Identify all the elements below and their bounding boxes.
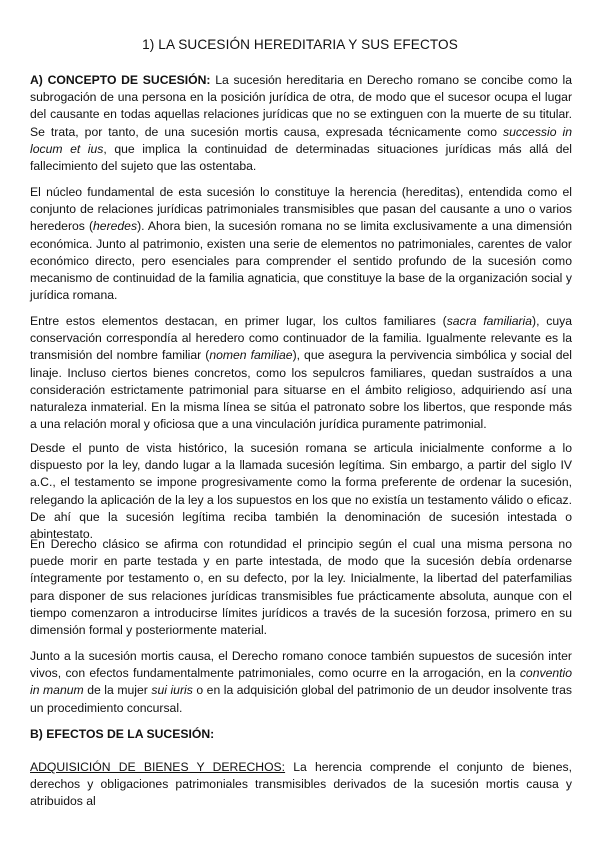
text-run: , que implica la continuidad de determinadas situaciones jurídicas más allá del fallecimiento del sujeto que las ostentaba. xyxy=(30,141,572,174)
text-run: El núcleo fundamental de esta sucesión lo constituye la herencia (hereditas), entendida como el conjunto de relaciones jurídicas patrimoniales transmisibles que pasan del causante a uno o varios herederos ( xyxy=(30,185,572,234)
page-title: 1) LA SUCESIÓN HEREDITARIA Y SUS EFECTOS xyxy=(142,37,458,52)
paragraph-historico: Desde el punto de vista histórico, la sucesión romana se articula inicialmente conforme a lo dispuesto por la ley, dando lugar a la llamada sucesión legítima. Sin embargo, a partir del siglo IV a.C., el testamento se impone progresivamente como la forma preferente de ordenar la sucesión, relegando la aplicación de la ley a los supuestos en los que no existía un testamento válido o eficaz. De ahí que la sucesión legítima reciba también la denominación de sucesión intestada o abintestato. xyxy=(30,441,572,542)
text-run: La herencia comprende el conjunto de bienes, derechos y obligaciones patrimoniales transmisibles derivados de la sucesión mortis causa y atribuidos al xyxy=(30,760,573,809)
section-a-heading: A) CONCEPTO DE SUCESIÓN: xyxy=(30,73,211,87)
latin-term: sacra familiaria xyxy=(446,314,533,328)
text-run: o en la adquisición global del patrimonio de un deudor insolvente tras un procedimiento concursal. xyxy=(30,683,573,715)
text-run: Entre estos elementos destacan, en primer lugar, los cultos familiares ( xyxy=(30,314,447,328)
text-run: Junto a la sucesión mortis causa, el Derecho romano conoce también supuestos de sucesión inter vivos, con efectos fundamentalmente patrimoniales, como ocurre en la arrogación, en la xyxy=(30,649,572,681)
latin-term: nomen familiae xyxy=(209,348,293,363)
text-run: ). Ahora bien, la sucesión romana no se limita exclusivamente a una dimensión económica. Junto al patrimonio, existen una serie de elementos no patrimoniales, carentes de valor económico directo, pero esenciales para comprender el sentido profundo de la sucesión como mecanismo de continuidad de la familia agnaticia, que constituye la base de la organización social y jurídica romana. xyxy=(30,219,573,303)
paragraph-derecho-clasico: En Derecho clásico se afirma con rotundidad el principio según el cual una misma persona no puede morir en parte testada y en parte intestada, de modo que la sucesión debía ordenarse íntegramente por testamento o, en su defecto, por la ley. Inicialmente, la libertad del paterfamilias para disponer de sus relaciones jurídicas transmisibles fue prácticamente absoluta, aunque con el tiempo comenzaron a introducirse límites jurídicos a través de la sucesión forzosa, primero en su dimensión formal y posteriormente material. xyxy=(30,537,572,638)
text-run: ), cuya conservación correspondía al heredero como continuador de la familia. Igualmente relevante es la transmisión del nombre familiar ( xyxy=(30,314,573,363)
text-run: ), que asegura la pervivencia simbólica y social del linaje. Incluso ciertos bienes concretos, como los sepulcros familiares, quedan sustraídos a una consideración estrictamente patrimonial para situarse en el ámbito religioso, adquiriendo así una naturaleza inmaterial. En la misma línea se sitúa el patronato sobre los libertos, que responde más a una relación moral y oficiosa que a una vinculación jurídica puramente patrimonial. xyxy=(30,348,572,432)
paragraph-inter-vivos xyxy=(30,648,572,717)
paragraph-elementos xyxy=(30,313,572,433)
paragraph-herencia xyxy=(30,184,572,304)
paragraph-adquisicion xyxy=(30,759,573,809)
latin-term: conventio in manum xyxy=(30,666,572,698)
subsection-heading: ADQUISICIÓN DE BIENES Y DERECHOS: xyxy=(30,760,286,774)
text-run: La sucesión hereditaria en Derecho romano se concibe como la subrogación de una persona en la posición jurídica de otra, de modo que el sucesor ocupa el lugar del causante en todas aquellas relaciones jurídicas que no se extinguen con la muerte de su titular. Se trata, por tanto, de una sucesión mortis causa, expresada técnicamente como xyxy=(30,73,572,139)
paragraph-concepto xyxy=(30,72,572,175)
latin-term: successio in locum et ius xyxy=(30,124,572,156)
text-run: de la mujer xyxy=(83,683,152,698)
latin-term: heredes xyxy=(93,219,138,234)
latin-term: sui iuris xyxy=(151,683,193,698)
section-b-heading: B) EFECTOS DE LA SUCESIÓN: xyxy=(30,727,215,741)
